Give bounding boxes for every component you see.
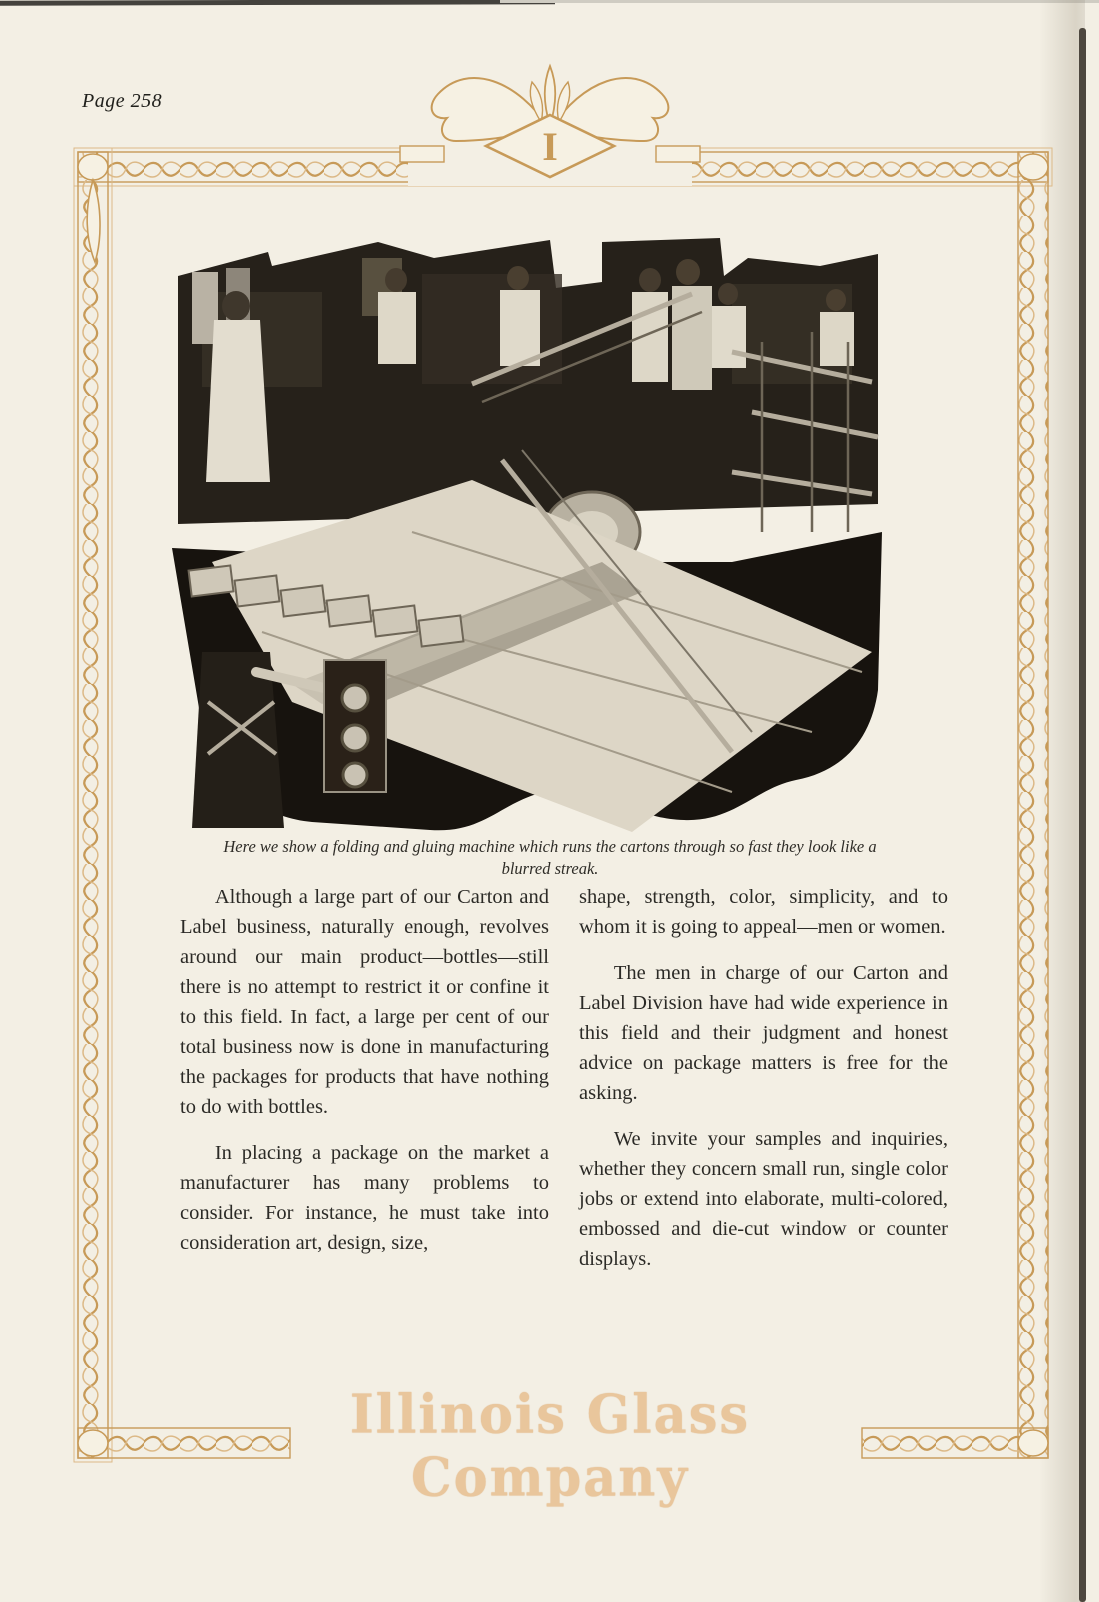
paragraph: shape, strength, color, simplicity, and to whom it is going to appeal—men or women. (579, 886, 948, 938)
photo-caption: Here we show a folding and gluing machine which runs the cartons through so fast they look like a blurred streak. (223, 837, 877, 879)
factory-photo-art (172, 232, 890, 834)
paragraph: Although a large part of our Carton and Label business, naturally enough, revolves around our main product—bottles—still there is no attempt to restrict it or confine it to this field. In fact, a large per cent of our total business now is done in manufacturing the packages for products that have nothing to do with bottles. (180, 886, 549, 1118)
text-column-right (579, 882, 948, 1290)
paragraph: We invite your samples and inquiries, whether they concern small run, single color jobs or extend into elaborate, multi-colored, embossed and die-cut window or counter displays. (579, 1128, 948, 1270)
paragraph: In placing a package on the market a manufacturer has many problems to consider. For instance, he must take into consideration art, design, size, (180, 1142, 549, 1254)
text-column-left (180, 882, 549, 1290)
ornament-letter: I (542, 124, 558, 169)
page-number-label: Page 258 (82, 90, 163, 112)
border-right (1018, 152, 1048, 1458)
body-text (180, 882, 948, 1290)
paragraph: The men in charge of our Carton and Label Division have had wide experience in this field and their judgment and honest advice on package matters is free for the asking. (579, 962, 948, 1104)
factory-photo (172, 232, 890, 834)
company-name-banner: Illinois Glass Company (349, 1383, 751, 1509)
header-ornament (400, 66, 700, 186)
border-left (74, 148, 112, 1462)
